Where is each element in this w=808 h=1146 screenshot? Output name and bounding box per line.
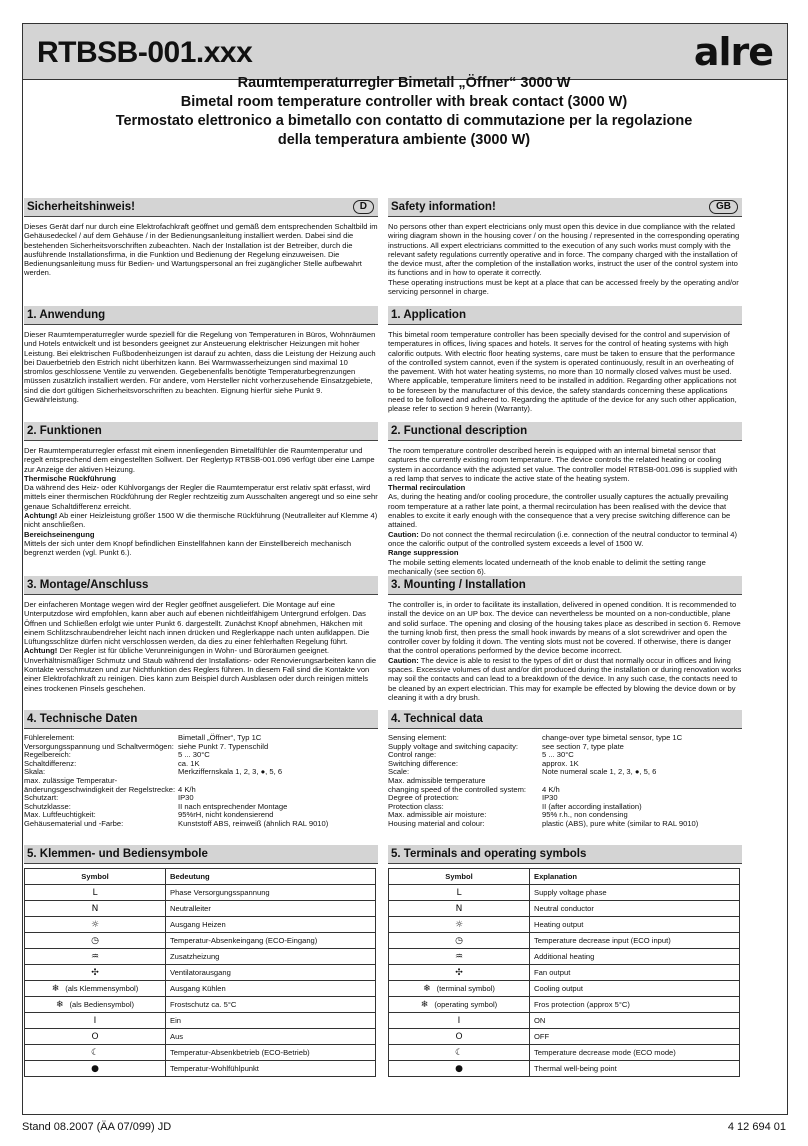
title-line-en: Bimetal room temperature controller with break contact (3000 W): [180, 94, 628, 110]
technical-data-value: 95% r.h., non condensing: [542, 810, 628, 820]
column-header: Symbol: [25, 869, 166, 885]
technical-data-value: change-over type bimetal sensor, type 1C: [542, 733, 683, 742]
table-row: [25, 965, 376, 981]
paragraph: Ab einer Heizleistung größer 1500 W die thermische Rückführung (Neutralleiter auf Klemme 4) nicht anschließen.: [24, 511, 378, 530]
symbol-icon: ❄: [420, 999, 429, 1010]
alre-logo: alre: [693, 30, 773, 74]
table-row: [25, 1061, 376, 1077]
technical-data-list: [388, 734, 742, 829]
technical-data-label: änderungsgeschwindigkeit der Regelstrecke:: [24, 784, 176, 794]
en-mounting-section: [388, 576, 742, 702]
technical-data-label: Gehäusematerial und -Farbe:: [24, 818, 124, 828]
de-technical-data-section: [24, 710, 378, 829]
de-symbols-section: [24, 845, 378, 1077]
technical-data-label: Sensing element:: [388, 733, 447, 742]
paragraph: The mobile setting elements located underneath of the knob enable to delimit the setting range mechanically (see section 6).: [388, 557, 706, 576]
symbol-meaning: Temperature decrease mode (ECO mode): [530, 1045, 740, 1061]
symbol-icon: ☼: [90, 919, 100, 930]
section-title: 2. Funktionen: [24, 422, 378, 441]
technical-data-value: Bimetall „Öffner“, Typ 1C: [178, 733, 262, 742]
en-technical-data-section: [388, 710, 742, 829]
language-badge-gb: GB: [709, 200, 738, 214]
symbol-icon: ♒: [454, 951, 464, 962]
symbol-meaning: Additional heating: [530, 949, 740, 965]
technical-data-label: Versorgungsspannung und Schaltvermögen:: [24, 741, 174, 751]
technical-data-label: Skala:: [24, 767, 46, 777]
technical-data-row: [388, 820, 742, 829]
technical-data-row: [24, 786, 378, 795]
table-row: [25, 997, 376, 1013]
column-header: Bedeutung: [166, 869, 376, 885]
section-title: 1. Application: [388, 306, 742, 325]
symbol-icon: ✣: [91, 967, 99, 978]
symbol-icon: ♒: [90, 951, 100, 962]
symbol-note: (terminal symbol): [436, 983, 495, 993]
section-title: Safety information!: [391, 201, 496, 213]
technical-data-value: 95%rH, nicht kondensierend: [178, 810, 274, 820]
table-row: [389, 933, 740, 949]
technical-data-label: Control range:: [388, 750, 437, 760]
symbol-meaning: Fan output: [530, 965, 740, 981]
table-row: [389, 981, 740, 997]
paragraph: Der Regler ist für übliche Verunreinigungen in Wohn- und Büroräumen geeignet. Unverhältnismäßiger Schmutz und Staub während der Installations- oder Renovierungsarbeiten kann die Kontakte verschmutzen und zur Nichtfunktion des Reglers führen. In diesem Fall sind die Kontakte von einer Elektrofachkraft zu reinigen. Dies kann zum Beispiel durch Ausblasen oder durch reinigen mittels eines trockenen Pinsels geschehen.: [24, 646, 377, 693]
table-header-row: [25, 869, 376, 885]
document-title: RTBSB-001.xxx: [37, 36, 253, 69]
technical-data-value: 4 K/h: [178, 784, 196, 794]
technical-data-label: Schutzklasse:: [24, 801, 71, 811]
symbol-meaning: Neutralleiter: [166, 901, 376, 917]
caution-label: Achtung!: [24, 646, 58, 656]
table-row: [25, 917, 376, 933]
symbols-table: [24, 868, 376, 1077]
technical-data-value: IP30: [178, 793, 194, 803]
technical-data-label: Scale:: [388, 767, 410, 777]
paragraph: No persons other than expert electricians only must open this device in due compliance with the related wiring diagram shown in the housing cover / on the housing / represented in the corresponding operating instructions. All expert electricians committed to the execution of any such works must comply with the relevant safety regulations currently operative and in force. The company charged with the installation of the device must, after the completion of the installation works, instruct the user of the control system into its functions and in how to operate it correctly.: [388, 222, 740, 278]
technical-data-label: Regelbereich:: [24, 750, 71, 760]
symbol-meaning: OFF: [530, 1029, 740, 1045]
section-text: This bimetal room temperature controller has been specially devised for the control and supervision of temperatures in offices, living spaces and hotels. It serves for the control of heating systems with high calorific outputs. With electric floor heating systems, care must be taken to ensure that the performance of the controlled system cannot, even if the system is operated continuously, result in an overheating of the pavement. With hot water heating systems, no more than 10 normally closed valves must be used. Where applicable, temperature limiters need to be installed in addition. Regarding other applications not to be foreseen by the manufacturer of this device, the safety standards concerning these applications need to be followed and adhered to. Regarding the aptitude of the device for any such other application, please refer to section 9 herein (Warranty).: [388, 330, 737, 414]
symbol-meaning: Neutral conductor: [530, 901, 740, 917]
technical-data-value: 5 ... 30°C: [178, 750, 210, 760]
symbol-meaning: Temperatur-Wohlfühlpunkt: [166, 1061, 376, 1077]
main-title: [0, 74, 808, 150]
footer-document-number: 4 12 694 01: [727, 1121, 786, 1133]
symbol-note: (als Bediensymbol): [69, 999, 135, 1009]
title-line-de: Raumtemperaturregler Bimetall „Öffner“ 3000 W: [237, 75, 571, 91]
column-header: Symbol: [389, 869, 530, 885]
symbol-icon: ☾: [454, 1047, 464, 1058]
table-header-row: [389, 869, 740, 885]
table-row: [389, 949, 740, 965]
subheading: Range suppression: [388, 548, 459, 558]
symbol-icon: ❄: [51, 983, 60, 994]
technical-data-list: [24, 734, 378, 829]
table-row: [389, 1045, 740, 1061]
symbol-meaning: Temperatur-Absenkeingang (ECO-Eingang): [166, 933, 376, 949]
technical-data-label: Supply voltage and switching capacity:: [388, 741, 519, 751]
subheading: Bereichseinengung: [24, 529, 95, 539]
symbol-meaning: Cooling output: [530, 981, 740, 997]
symbol-note: (operating symbol): [434, 999, 498, 1009]
paragraph: The room temperature controller described herein is equipped with an internal bimetal sensor that captures the currently existing room temperature. The device controls the related heating or cooling system in accordance with the adjusted set value. The controller model RTBSB-001.096 is supplied with a red lamp that serves to indicate the active state of the heating system.: [388, 446, 738, 483]
table-row: [25, 901, 376, 917]
table-row: [389, 997, 740, 1013]
symbol-note: (als Klemmensymbol): [65, 983, 139, 993]
symbol-icon: N: [91, 903, 99, 914]
symbol-meaning: Ein: [166, 1013, 376, 1029]
table-row: [25, 885, 376, 901]
column-header: Explanation: [530, 869, 740, 885]
symbol-icon: L: [92, 887, 98, 898]
symbol-icon: ❄: [55, 999, 64, 1010]
symbol-icon: ●: [455, 1063, 463, 1074]
section-title: 1. Anwendung: [24, 306, 378, 325]
section-text: Dieses Gerät darf nur durch eine Elektrofachkraft geöffnet und gemäß dem entsprechenden Schaltbild im Gehäusedeckel / auf dem Gehäuse / in der Bedienungsanleitung installiert werden. Dabei sind die bestehenden Sicherheitsvorschriften zubeachten. Nach der Installation ist der Betreiber, durch die ausführende Installationsfirma, in die Funktion und Bedienung der Regelung einzuweisen. Die Bedienungsanleitung muss für Bedien- und Wartungspersonal an frei zugänglicher Stelle aufbewahrt werden.: [24, 222, 378, 278]
section-title: 5. Terminals and operating symbols: [388, 845, 742, 864]
de-mounting-section: [24, 576, 378, 693]
technical-data-label: Max. admissible air moisture:: [388, 810, 487, 820]
technical-data-label: Max. admissible temperature: [388, 775, 486, 785]
table-row: [389, 1029, 740, 1045]
paragraph: Der einfacheren Montage wegen wird der Regler geöffnet ausgeliefert. Die Montage auf eine Unterputzdose wird empfohlen, kann aber auch auf ebenen nichtleitfähigem Untergrund erfolgen. Das Öffnen und Schließen erfolgt wie unter Punkt 6. dargestellt. Zunächst Knopf abnehmen, Häkchen mit einem Schlitzschraubendreher leicht nach innen drücken und Reglerkappe nach unten aufklappen. Die Lüftungsschlitze dürfen nicht verschlossen werden, da dies zu einer fehlerhaften Regelung führt.: [24, 600, 370, 647]
symbol-meaning: Aus: [166, 1029, 376, 1045]
symbol-meaning: Phase Versorgungsspannung: [166, 885, 376, 901]
table-row: [25, 933, 376, 949]
technical-data-label: Housing material and colour:: [388, 818, 485, 828]
paragraph: These operating instructions must be kept at a place that can be accessed freely by the operating and/or servicing personnel in charge.: [388, 277, 739, 297]
table-row: [389, 1013, 740, 1029]
symbol-meaning: Temperature decrease input (ECO input): [530, 933, 740, 949]
technical-data-value: 5 ... 30°C: [542, 750, 574, 760]
symbol-icon: O: [91, 1031, 99, 1042]
header-bar: [23, 24, 787, 80]
symbol-icon: ◷: [455, 935, 463, 946]
table-row: [25, 981, 376, 997]
de-functions-section: [24, 422, 378, 558]
technical-data-label: Schaltdifferenz:: [24, 758, 77, 768]
section-title: Sicherheitshinweis!: [27, 201, 136, 213]
technical-data-value: ca. 1K: [178, 758, 200, 768]
footer-version: Stand 08.2007 (ÄA 07/099) JD: [22, 1121, 172, 1133]
symbol-icon: ☾: [90, 1047, 100, 1058]
technical-data-value: II (after according installation): [542, 801, 642, 811]
section-title: 4. Technische Daten: [24, 710, 378, 729]
paragraph: Mittels der sich unter dem Knopf befindlichen Einstellfahnen kann der Einstellbereich mechanisch begrenzt werden (vgl. Punkt 6.).: [24, 538, 352, 558]
technical-data-value: see section 7, type plate: [542, 741, 624, 751]
symbol-meaning: ON: [530, 1013, 740, 1029]
symbol-meaning: Fros protection (approx 5°C): [530, 997, 740, 1013]
technical-data-label: Max. Luftfeuchtigkeit:: [24, 810, 96, 820]
table-row: [389, 885, 740, 901]
technical-data-row: [24, 820, 378, 829]
technical-data-label: Protection class:: [388, 801, 444, 811]
en-application-section: [388, 306, 742, 414]
technical-data-value: plastic (ABS), pure white (similar to RAL 9010): [542, 818, 699, 828]
symbol-icon: ●: [91, 1063, 99, 1074]
technical-data-label: max. zulässige Temperatur-: [24, 775, 118, 785]
symbol-icon: L: [456, 887, 462, 898]
paragraph: The device is able to resist to the types of dirt or dust that normally occur in offices and living spaces. Excessive volumes of dust and/or dirt produced during the installation or during renovation works may soil the contacts and can lead to a breakdown of the device. In any such case, the contacts need to be cleaned by an expert electrician. This may for example be effected by blowing the device down or by cleaning it with a dry brush.: [388, 655, 742, 702]
symbols-table: [388, 868, 740, 1077]
section-title: 2. Functional description: [388, 422, 742, 441]
symbol-meaning: Frostschutz ca. 5°C: [166, 997, 376, 1013]
paragraph: Der Raumtemperaturregler erfasst mit einem innenliegenden Bimetallfühler die Raumtemperatur und regelt entsprechend dem eingestellten Sollwert. Der Reglertyp RTBSB-001.096 verfügt über eine Lampe zur Anzeige der aktiven Heizung.: [24, 446, 375, 474]
title-line-it-2: della temperatura ambiente (3000 W): [277, 132, 531, 148]
table-row: [389, 1061, 740, 1077]
table-row: [25, 949, 376, 965]
en-safety-section: [388, 198, 742, 296]
symbol-icon: ❄: [423, 983, 431, 994]
technical-data-value: Note numeral scale 1, 2, 3, ●, 5, 6: [542, 767, 657, 777]
subheading: Thermal recirculation: [388, 483, 466, 493]
table-row: [25, 1013, 376, 1029]
symbol-meaning: Supply voltage phase: [530, 885, 740, 901]
symbol-meaning: Ausgang Heizen: [166, 917, 376, 933]
language-badge-de: D: [353, 200, 374, 214]
caution-label: Caution:: [388, 529, 419, 539]
section-title: 4. Technical data: [388, 710, 742, 729]
technical-data-label: changing speed of the controlled system:: [388, 784, 527, 794]
paragraph: Da während des Heiz- oder Kühlvorgangs der Regler die Raumtemperatur erst relativ spät erfasst, wird mittels einer thermischen Rückführung der Regler rechtzeitig zum Ausschalten angeregt und so eine sehr genaue Schaltdifferenz erreicht.: [24, 483, 378, 511]
symbol-meaning: Thermal well-being point: [530, 1061, 740, 1077]
subheading: Thermische Rückführung: [24, 473, 116, 483]
caution-label: Achtung!: [24, 511, 58, 521]
symbol-meaning: Heating output: [530, 917, 740, 933]
paragraph: As, during the heating and/or cooling procedure, the controller usually captures the actually prevailing room temperature at a rather late point, a thermal recirculation has been realised with the device that enables to excite it early enough with the consequence that a very precise switching difference can be attained.: [388, 492, 731, 530]
caution-label: Caution:: [388, 655, 419, 665]
technical-data-label: Degree of protection:: [388, 793, 459, 803]
title-line-it-1: Termostato elettronico a bimetallo con contatto di commutazione per la regolazione: [115, 113, 693, 129]
symbol-meaning: Temperatur-Absenkbetrieb (ECO-Betrieb): [166, 1045, 376, 1061]
technical-data-label: Schutzart:: [24, 793, 59, 803]
technical-data-value: Kunststoff ABS, reinweiß (ähnlich RAL 9010): [178, 818, 329, 828]
technical-data-value: IP30: [542, 793, 558, 803]
section-title: 3. Mounting / Installation: [388, 576, 742, 595]
technical-data-label: Switching difference:: [388, 758, 458, 768]
technical-data-label: Fühlerelement:: [24, 733, 75, 742]
technical-data-value: Merkziffernskala 1, 2, 3, ●, 5, 6: [178, 767, 283, 777]
section-title: 5. Klemmen- und Bediensymbole: [24, 845, 378, 864]
table-row: [25, 1029, 376, 1045]
section-text: Dieser Raumtemperaturregler wurde speziell für die Regelung von Temperaturen in Büros, Wohnräumen und Hotels entwickelt und ist besonders geeignet zur Ansteuerung elektrischer Heizungen mit hoher Leistung. Bei elektrischen Fußbodenheizungen ist darauf zu achten, dass die Leistung der Heizung auch bei Dauerbetrieb den Estrich nicht überhitzen kann. Bei Warmwasserheizungen sind maximal 10 stromlos geschlossene Ventile zu verwenden. Gegebenenfalls benötigte Temperaturbegrenzungen müssen zusätzlich installiert werden. Für andere, vom Hersteller nicht vorherzusehende Einsatzgebiete, sind die dort gültigen Sicherheitsvorschriften zu beachten. Eignung hierfür siehe Punkt 9. Gewährleistung.: [24, 330, 376, 405]
technical-data-value: 4 K/h: [542, 784, 560, 794]
paragraph: Do not connect the thermal recirculation (i.e. connection of the neutral conductor to terminal 4) once the calorific output of the controlled system exceeds a level of 1500 W.: [388, 529, 738, 548]
table-row: [389, 901, 740, 917]
symbol-icon: ☼: [454, 919, 464, 930]
symbol-icon: I: [457, 1015, 461, 1026]
symbol-icon: ✣: [455, 967, 463, 978]
en-functions-section: [388, 422, 742, 576]
symbol-icon: N: [455, 903, 463, 914]
symbol-icon: I: [93, 1015, 97, 1026]
technical-data-value: siehe Punkt 7. Typenschild: [178, 741, 269, 751]
symbol-icon: ◷: [91, 935, 99, 946]
en-symbols-section: [388, 845, 742, 1077]
technical-data-value: II nach entsprechender Montage: [178, 801, 288, 811]
paragraph: The controller is, in order to facilitate its installation, delivered in opened condition. It is recommended to install the device on an UP box. The device can nevertheless be mounted on a non-conductible, plane and solid surface. The opening and closing of the housing takes place as described in section 6. Remove the turning knob first, then press the small hook inwards by means of a slot screwdriver and open the controller cover by folding it down. The venting slots must not be covered. If otherwise, there is danger that the control operations performed by the device become incorrect.: [388, 600, 741, 656]
table-row: [25, 1045, 376, 1061]
symbol-meaning: Ausgang Kühlen: [166, 981, 376, 997]
symbol-meaning: Zusatzheizung: [166, 949, 376, 965]
technical-data-value: approx. 1K: [542, 758, 579, 768]
de-safety-section: [24, 198, 378, 278]
table-row: [389, 917, 740, 933]
section-title: 3. Montage/Anschluss: [24, 576, 378, 595]
table-row: [389, 965, 740, 981]
symbol-icon: O: [455, 1031, 463, 1042]
de-application-section: [24, 306, 378, 404]
symbol-meaning: Ventilatorausgang: [166, 965, 376, 981]
technical-data-row: [24, 751, 378, 760]
